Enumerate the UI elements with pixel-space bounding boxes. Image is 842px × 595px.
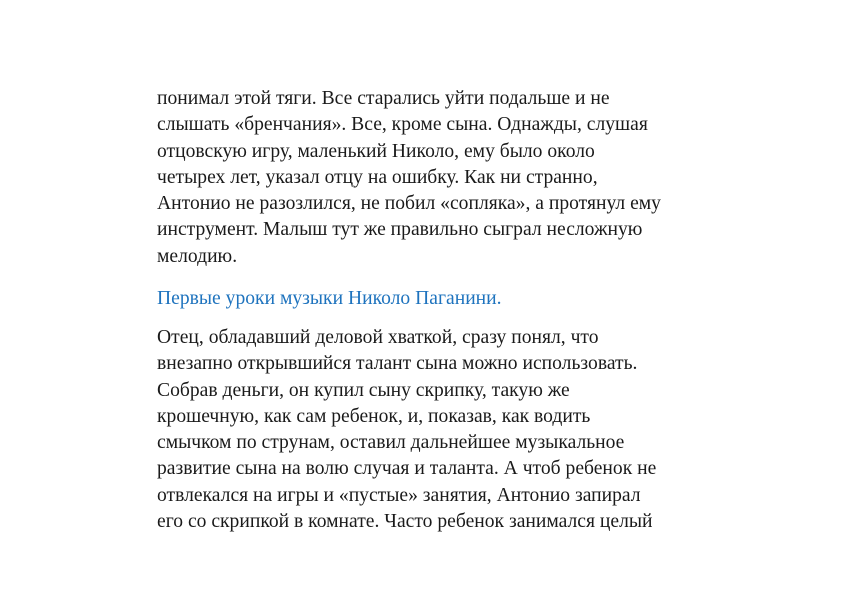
text-line: Собрав деньги, он купил сыну скрипку, такую же bbox=[157, 379, 570, 401]
text-line: его со скрипкой в комнате. Часто ребенок занимался целый bbox=[157, 511, 653, 533]
text-line: внезапно открывшийся талант сына можно использовать. bbox=[157, 353, 638, 375]
text-line: слышать «бренчания». Все, кроме сына. Однажды, слушая bbox=[157, 114, 648, 136]
text-line: мелодию. bbox=[157, 245, 238, 267]
text-line: отвлекался на игры и «пустые» занятия, Антонио запирал bbox=[157, 484, 641, 506]
text-line: Отец, обладавший деловой хваткой, сразу понял, что bbox=[157, 327, 599, 348]
text-line: Антонио не разозлился, не побил «сопляка», а протянул ему bbox=[157, 193, 661, 215]
heading-text: Первые уроки музыки Николо Паганини. bbox=[157, 288, 502, 309]
text-line: четырех лет, указал отцу на ошибку. Как ни странно, bbox=[157, 166, 598, 188]
text-line: развитие сына на волю случая и таланта. А чтоб ребенок не bbox=[157, 458, 657, 480]
text-line: понимал этой тяги. Все старались уйти подальше и не bbox=[157, 88, 610, 109]
text-line: отцовскую игру, маленький Николо, ему было около bbox=[157, 140, 595, 162]
text-line: инструмент. Малыш тут же правильно сыграл несложную bbox=[157, 219, 643, 241]
text-line: крошечную, как сам ребенок, и, показав, как водить bbox=[157, 405, 591, 427]
paragraph-2 bbox=[157, 325, 737, 535]
section-heading bbox=[157, 286, 737, 312]
text-line: смычком по струнам, оставил дальнейшее музыкальное bbox=[157, 432, 625, 454]
paragraph-1 bbox=[157, 86, 737, 270]
